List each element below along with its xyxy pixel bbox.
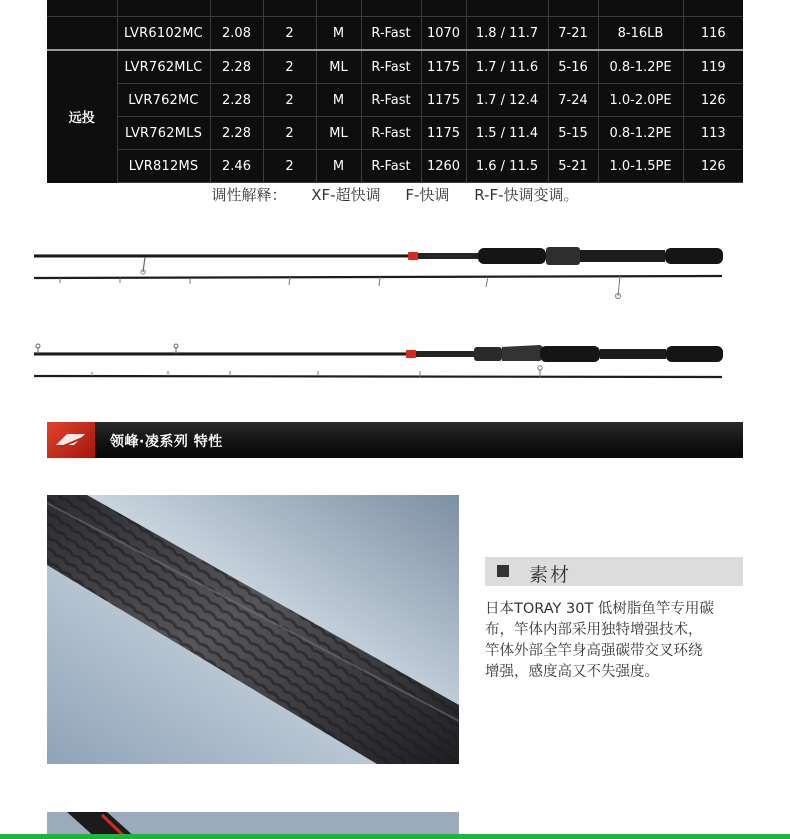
table-row: [47, 17, 743, 51]
length-cell: 2.28: [210, 50, 263, 84]
square-bullet-icon: [497, 565, 509, 577]
action-legend-item: F-快调: [405, 186, 450, 204]
closed-length-cell: 1175: [421, 117, 466, 150]
action-cell: R-Fast: [361, 150, 421, 183]
spec-table: [47, 0, 743, 183]
tip-cell: 1.7 / 12.4: [466, 84, 548, 117]
model-cell: LVR762MLS: [117, 117, 210, 150]
material-desc-line: 竿体外部全竿身高强碳带交叉环绕: [485, 643, 703, 659]
pieces-cell: 2: [263, 117, 316, 150]
length-cell: 2.08: [210, 17, 263, 51]
action-legend: [0, 184, 790, 205]
action-legend-item: R-F-快调变调。: [474, 186, 579, 204]
table-row: [47, 50, 743, 84]
lure-cell: 7-24: [548, 84, 598, 117]
casting-rod-image: [0, 336, 790, 386]
power-cell: M: [316, 150, 361, 183]
group-label: 远投: [47, 50, 117, 183]
table-row: [47, 117, 743, 150]
pieces-cell: 2: [263, 17, 316, 51]
action-cell: R-Fast: [361, 50, 421, 84]
line-cell: 0.8-1.2PE: [598, 117, 683, 150]
table-row: [47, 150, 743, 183]
material-desc-line: 增强，感度高又不失强度。: [485, 664, 659, 680]
action-cell: R-Fast: [361, 17, 421, 51]
line-cell: 1.0-2.0PE: [598, 84, 683, 117]
length-cell: 2.46: [210, 150, 263, 183]
weight-cell: 113: [683, 117, 743, 150]
banner-title: 领峰·凌系列 特性: [110, 434, 223, 450]
tip-cell: 1.8 / 11.7: [466, 17, 548, 51]
line-cell: 1.0-1.5PE: [598, 150, 683, 183]
tip-cell: 1.7 / 11.6: [466, 50, 548, 84]
power-cell: M: [316, 17, 361, 51]
material-desc-line: 布，竿体内部采用独特增强技术，: [485, 622, 703, 638]
model-cell: LVR762MC: [117, 84, 210, 117]
pieces-cell: 2: [263, 84, 316, 117]
spinning-rod-image: [0, 238, 790, 300]
action-cell: R-Fast: [361, 84, 421, 117]
weight-cell: 126: [683, 150, 743, 183]
line-cell: 8-16LB: [598, 17, 683, 51]
material-header: [485, 557, 743, 586]
bottom-strip: [0, 834, 790, 839]
series-banner: [47, 422, 743, 458]
closed-length-cell: 1175: [421, 84, 466, 117]
brand-logo-icon: [47, 422, 95, 458]
weight-cell: 126: [683, 84, 743, 117]
tip-cell: 1.6 / 11.5: [466, 150, 548, 183]
material-description: [485, 599, 747, 683]
power-cell: ML: [316, 50, 361, 84]
weight-cell: 119: [683, 50, 743, 84]
lure-cell: 5-15: [548, 117, 598, 150]
model-cell: LVR762MLC: [117, 50, 210, 84]
material-desc-line: 日本TORAY 30T 低树脂鱼竿专用碳: [485, 601, 714, 617]
action-legend-item: XF-超快调: [311, 186, 381, 204]
tip-cell: 1.5 / 11.4: [466, 117, 548, 150]
closed-length-cell: 1175: [421, 50, 466, 84]
lure-cell: 5-16: [548, 50, 598, 84]
power-cell: ML: [316, 117, 361, 150]
line-cell: 0.8-1.2PE: [598, 50, 683, 84]
table-row: [47, 0, 743, 17]
pieces-cell: 2: [263, 150, 316, 183]
model-cell: LVR6102MC: [117, 17, 210, 51]
length-cell: 2.28: [210, 84, 263, 117]
closed-length-cell: 1260: [421, 150, 466, 183]
action-cell: R-Fast: [361, 117, 421, 150]
model-cell: LVR812MS: [117, 150, 210, 183]
lure-cell: 5-21: [548, 150, 598, 183]
carbon-blank-photo: [47, 495, 459, 764]
length-cell: 2.28: [210, 117, 263, 150]
weight-cell: 116: [683, 17, 743, 51]
lure-cell: 7-21: [548, 17, 598, 51]
table-row: [47, 84, 743, 117]
action-legend-label: 调性解释：: [211, 186, 287, 204]
power-cell: M: [316, 84, 361, 117]
pieces-cell: 2: [263, 50, 316, 84]
closed-length-cell: 1070: [421, 17, 466, 51]
material-title: 素材: [529, 564, 572, 586]
